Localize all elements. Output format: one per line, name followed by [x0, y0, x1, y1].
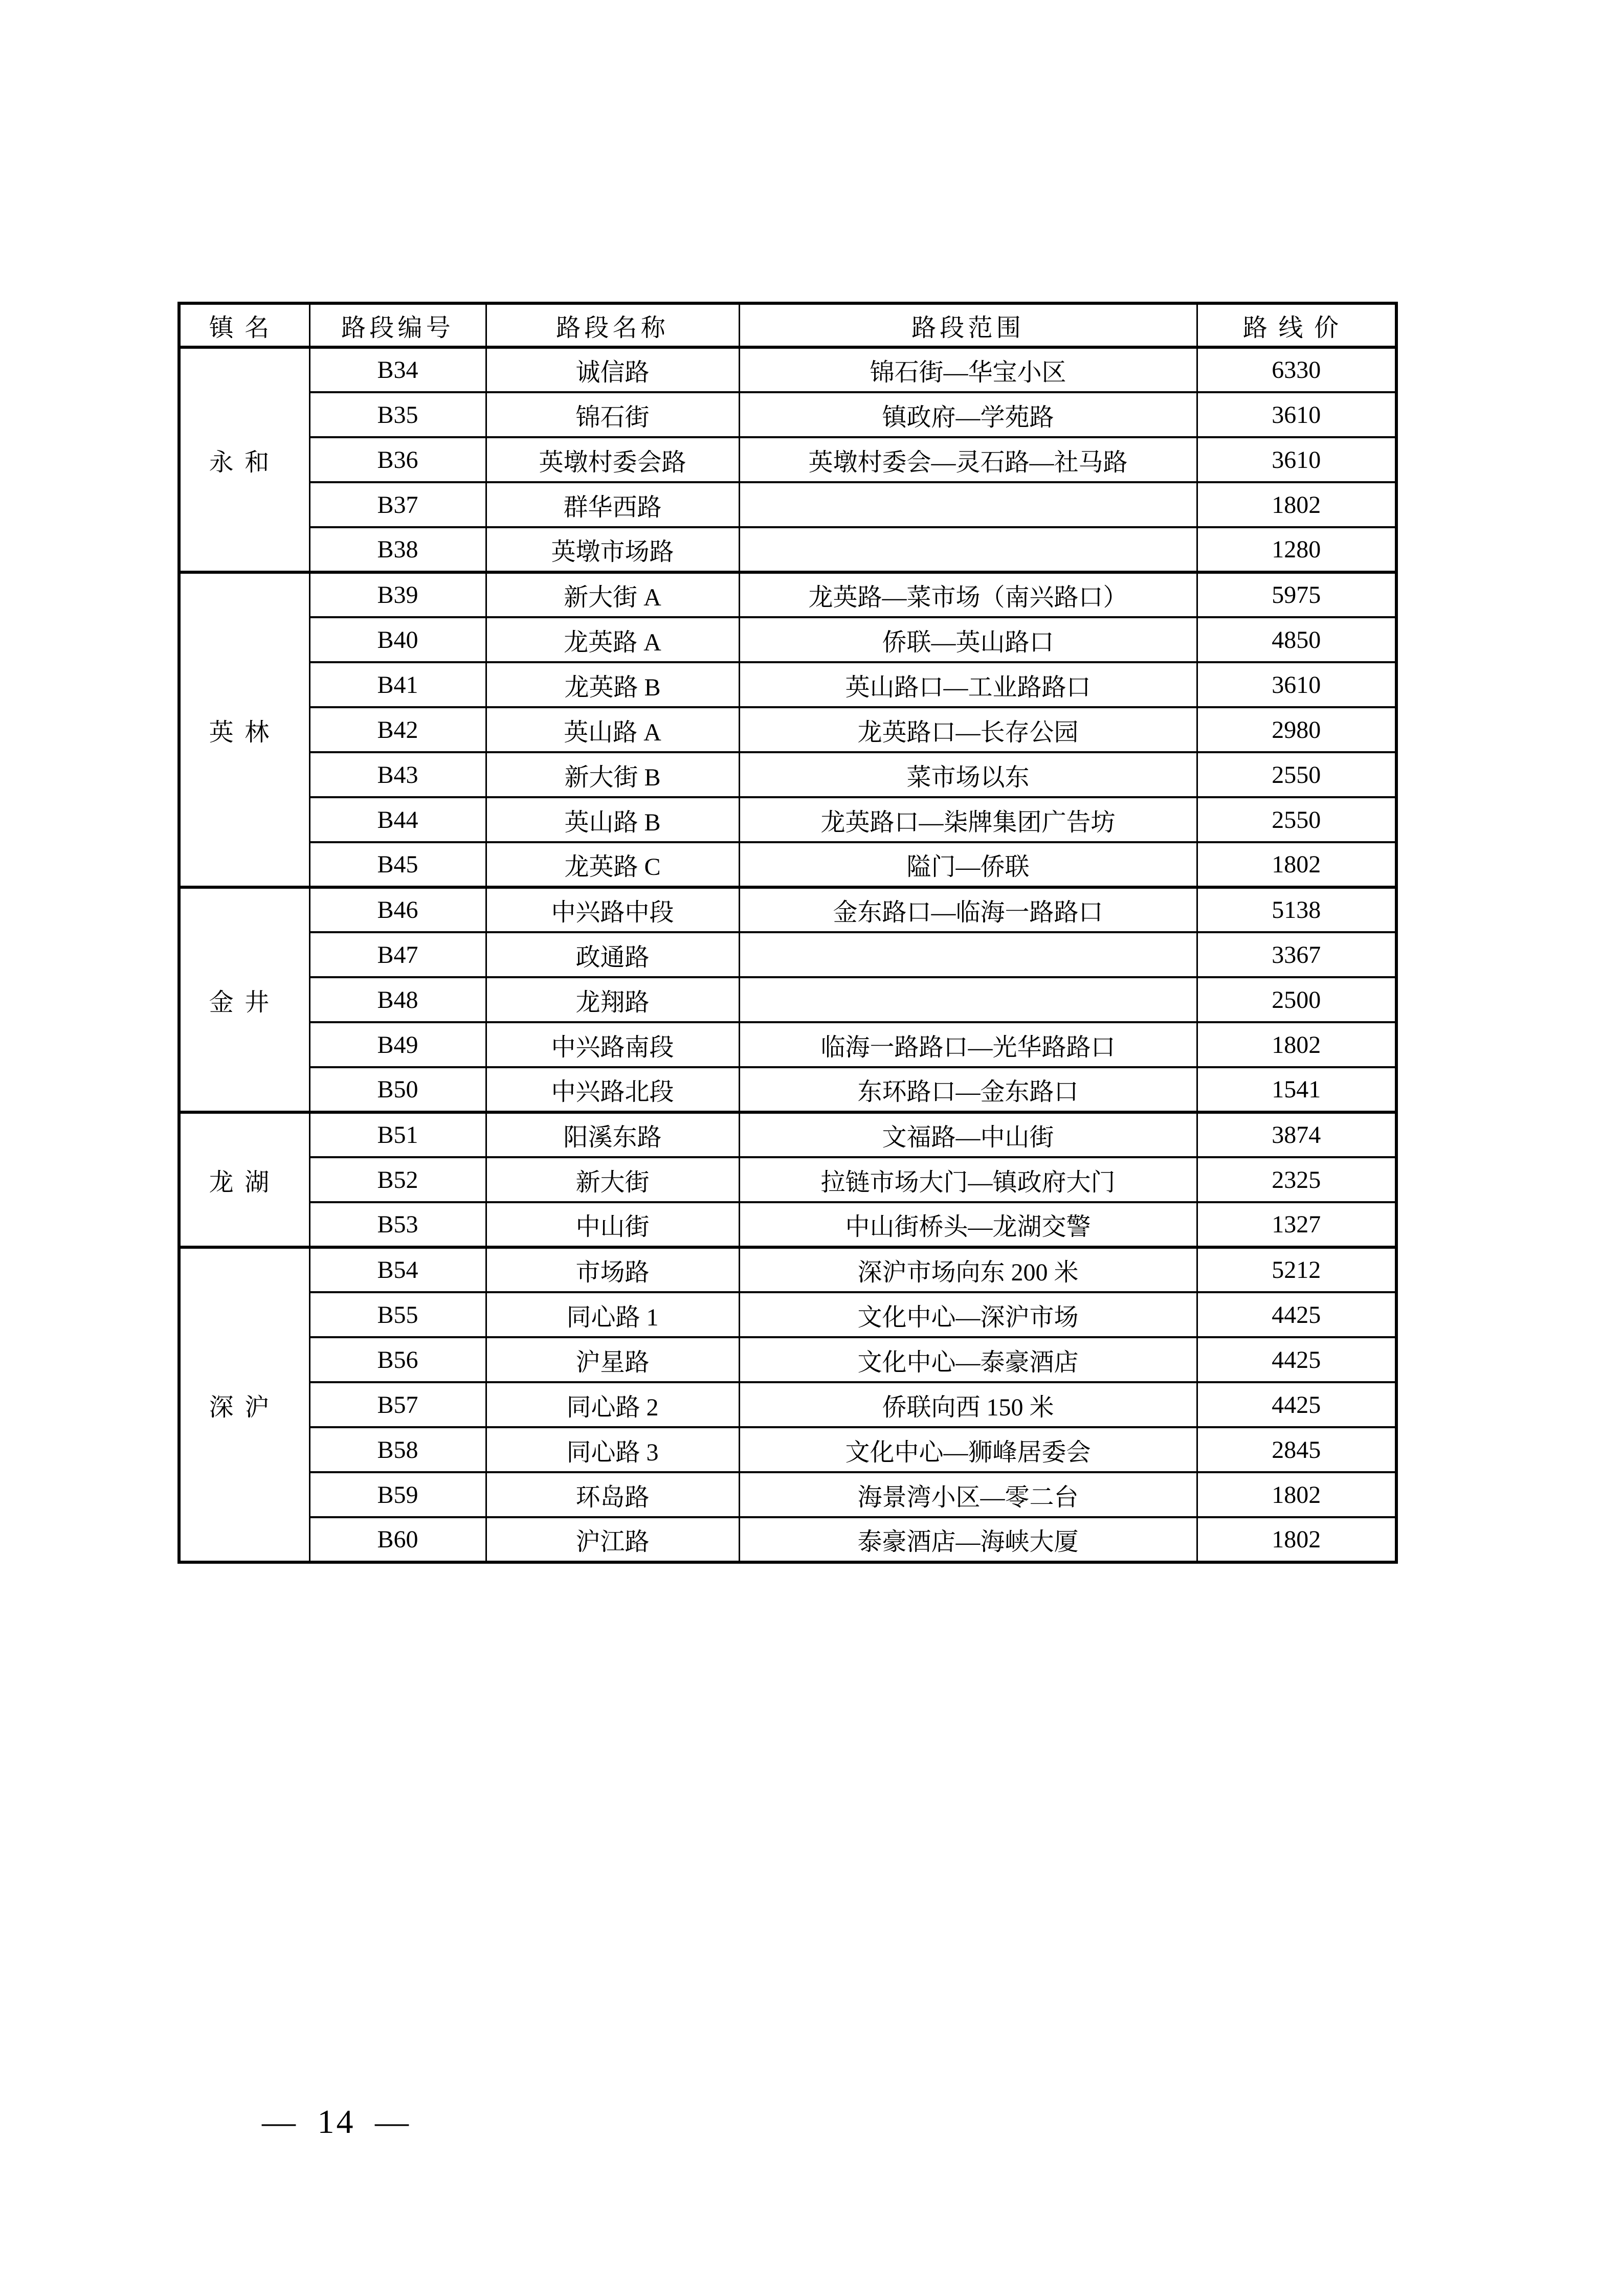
- segment-range-cell: 龙英路—菜市场（南兴路口）: [739, 572, 1197, 617]
- table-row: [179, 887, 1396, 932]
- table-row: [179, 437, 1396, 482]
- segment-name-cell: 同心路 1: [486, 1292, 739, 1337]
- header-town: 镇名: [179, 303, 309, 347]
- segment-price-cell: 5975: [1197, 572, 1396, 617]
- table-row: [179, 1472, 1396, 1517]
- segment-range-cell: 文化中心—狮峰居委会: [739, 1427, 1197, 1472]
- segment-range-cell: 文化中心—深沪市场: [739, 1292, 1197, 1337]
- segment-range-cell: 海景湾小区—零二台: [739, 1472, 1197, 1517]
- table-row: [179, 527, 1396, 572]
- segment-name-cell: 中山街: [486, 1202, 739, 1247]
- town-group-jinjing: [179, 887, 1396, 1112]
- segment-id-cell: B39: [309, 572, 486, 617]
- segment-name-cell: 沪星路: [486, 1337, 739, 1382]
- segment-name-cell: 中兴路北段: [486, 1067, 739, 1112]
- segment-price-cell: 3874: [1197, 1112, 1396, 1157]
- segment-price-cell: 3610: [1197, 662, 1396, 707]
- table-row: [179, 1022, 1396, 1067]
- segment-price-cell: 4425: [1197, 1337, 1396, 1382]
- segment-price-cell: 3610: [1197, 392, 1396, 437]
- segment-name-cell: 英墩村委会路: [486, 437, 739, 482]
- segment-range-cell: [739, 977, 1197, 1022]
- table-row: [179, 662, 1396, 707]
- segment-id-cell: B40: [309, 617, 486, 662]
- segment-name-cell: 锦石街: [486, 392, 739, 437]
- segment-id-cell: B60: [309, 1517, 486, 1562]
- segment-price-cell: 6330: [1197, 347, 1396, 392]
- segment-name-cell: 同心路 3: [486, 1427, 739, 1472]
- segment-price-cell: 5212: [1197, 1247, 1396, 1292]
- table-row: [179, 797, 1396, 842]
- segment-name-cell: 新大街 A: [486, 572, 739, 617]
- segment-range-cell: 金东路口—临海一路路口: [739, 887, 1197, 932]
- segment-name-cell: 沪江路: [486, 1517, 739, 1562]
- segment-range-cell: 中山街桥头—龙湖交警: [739, 1202, 1197, 1247]
- segment-id-cell: B58: [309, 1427, 486, 1472]
- segment-name-cell: 英山路 B: [486, 797, 739, 842]
- segment-id-cell: B44: [309, 797, 486, 842]
- town-group-shenhu: [179, 1247, 1396, 1562]
- segment-price-cell: 2845: [1197, 1427, 1396, 1472]
- segment-price-cell: 1280: [1197, 527, 1396, 572]
- table-row: [179, 392, 1396, 437]
- segment-range-cell: [739, 482, 1197, 527]
- town-group-longhu: [179, 1112, 1396, 1247]
- town-group-yinglin: [179, 572, 1396, 887]
- segment-price-cell: 1802: [1197, 1022, 1396, 1067]
- table-header: [179, 303, 1396, 347]
- segment-name-cell: 环岛路: [486, 1472, 739, 1517]
- segment-range-cell: 隘门—侨联: [739, 842, 1197, 887]
- segment-range-cell: 临海一路路口—光华路路口: [739, 1022, 1197, 1067]
- segment-price-cell: 4425: [1197, 1292, 1396, 1337]
- segment-range-cell: [739, 527, 1197, 572]
- table-row: [179, 1337, 1396, 1382]
- road-price-table-wrap: [177, 302, 1398, 1564]
- segment-id-cell: B38: [309, 527, 486, 572]
- segment-id-cell: B53: [309, 1202, 486, 1247]
- table-row: [179, 707, 1396, 752]
- table-row: [179, 482, 1396, 527]
- header-segment-range: 路段范围: [739, 303, 1197, 347]
- table-row: [179, 572, 1396, 617]
- table-row: [179, 1292, 1396, 1337]
- segment-name-cell: 诚信路: [486, 347, 739, 392]
- table-row: [179, 1517, 1396, 1562]
- segment-price-cell: 1327: [1197, 1202, 1396, 1247]
- segment-range-cell: 英山路口—工业路路口: [739, 662, 1197, 707]
- road-price-table: [177, 302, 1398, 1564]
- segment-name-cell: 群华西路: [486, 482, 739, 527]
- segment-name-cell: 英山路 A: [486, 707, 739, 752]
- page-number: — 14 —: [262, 2103, 411, 2141]
- segment-range-cell: 东环路口—金东路口: [739, 1067, 1197, 1112]
- header-row: [179, 303, 1396, 347]
- table-row: [179, 842, 1396, 887]
- segment-range-cell: 龙英路口—柒牌集团广告坊: [739, 797, 1197, 842]
- segment-range-cell: 泰豪酒店—海峡大厦: [739, 1517, 1197, 1562]
- segment-price-cell: 2325: [1197, 1157, 1396, 1202]
- segment-id-cell: B43: [309, 752, 486, 797]
- table-row: [179, 1247, 1396, 1292]
- table-row: [179, 1382, 1396, 1427]
- segment-id-cell: B46: [309, 887, 486, 932]
- table-row: [179, 347, 1396, 392]
- segment-range-cell: 菜市场以东: [739, 752, 1197, 797]
- segment-range-cell: 锦石街—华宝小区: [739, 347, 1197, 392]
- segment-id-cell: B47: [309, 932, 486, 977]
- segment-range-cell: 侨联向西 150 米: [739, 1382, 1197, 1427]
- table-row: [179, 1427, 1396, 1472]
- segment-name-cell: 新大街 B: [486, 752, 739, 797]
- town-cell: 永和: [179, 347, 309, 572]
- table-row: [179, 1112, 1396, 1157]
- segment-range-cell: 英墩村委会—灵石路—社马路: [739, 437, 1197, 482]
- segment-id-cell: B54: [309, 1247, 486, 1292]
- segment-name-cell: 龙翔路: [486, 977, 739, 1022]
- segment-name-cell: 新大街: [486, 1157, 739, 1202]
- segment-price-cell: 4425: [1197, 1382, 1396, 1427]
- segment-id-cell: B57: [309, 1382, 486, 1427]
- segment-id-cell: B37: [309, 482, 486, 527]
- segment-price-cell: 2500: [1197, 977, 1396, 1022]
- segment-price-cell: 1802: [1197, 1517, 1396, 1562]
- segment-name-cell: 龙英路 A: [486, 617, 739, 662]
- segment-price-cell: 1802: [1197, 842, 1396, 887]
- segment-id-cell: B52: [309, 1157, 486, 1202]
- segment-range-cell: 文福路—中山街: [739, 1112, 1197, 1157]
- segment-range-cell: 文化中心—泰豪酒店: [739, 1337, 1197, 1382]
- segment-id-cell: B42: [309, 707, 486, 752]
- table-row: [179, 932, 1396, 977]
- segment-range-cell: 龙英路口—长存公园: [739, 707, 1197, 752]
- header-segment-name: 路段名称: [486, 303, 739, 347]
- table-row: [179, 752, 1396, 797]
- segment-id-cell: B49: [309, 1022, 486, 1067]
- segment-price-cell: 2550: [1197, 752, 1396, 797]
- segment-range-cell: 侨联—英山路口: [739, 617, 1197, 662]
- segment-name-cell: 市场路: [486, 1247, 739, 1292]
- segment-id-cell: B50: [309, 1067, 486, 1112]
- segment-price-cell: 3367: [1197, 932, 1396, 977]
- segment-range-cell: [739, 932, 1197, 977]
- segment-name-cell: 中兴路中段: [486, 887, 739, 932]
- town-group-yonghe: [179, 347, 1396, 572]
- segment-range-cell: 镇政府—学苑路: [739, 392, 1197, 437]
- segment-name-cell: 同心路 2: [486, 1382, 739, 1427]
- segment-id-cell: B36: [309, 437, 486, 482]
- segment-name-cell: 英墩市场路: [486, 527, 739, 572]
- table-row: [179, 1202, 1396, 1247]
- table-row: [179, 1157, 1396, 1202]
- segment-id-cell: B34: [309, 347, 486, 392]
- segment-price-cell: 2980: [1197, 707, 1396, 752]
- segment-id-cell: B35: [309, 392, 486, 437]
- segment-id-cell: B55: [309, 1292, 486, 1337]
- segment-price-cell: 4850: [1197, 617, 1396, 662]
- segment-name-cell: 中兴路南段: [486, 1022, 739, 1067]
- header-segment-id: 路段编号: [309, 303, 486, 347]
- segment-id-cell: B56: [309, 1337, 486, 1382]
- table-row: [179, 617, 1396, 662]
- segment-name-cell: 政通路: [486, 932, 739, 977]
- segment-range-cell: 深沪市场向东 200 米: [739, 1247, 1197, 1292]
- segment-price-cell: 1802: [1197, 482, 1396, 527]
- header-price: 路线价: [1197, 303, 1396, 347]
- segment-price-cell: 5138: [1197, 887, 1396, 932]
- town-cell: 英林: [179, 572, 309, 887]
- segment-price-cell: 1802: [1197, 1472, 1396, 1517]
- segment-id-cell: B51: [309, 1112, 486, 1157]
- table-row: [179, 1067, 1396, 1112]
- segment-name-cell: 阳溪东路: [486, 1112, 739, 1157]
- town-cell: 龙湖: [179, 1112, 309, 1247]
- segment-id-cell: B45: [309, 842, 486, 887]
- segment-id-cell: B41: [309, 662, 486, 707]
- table-row: [179, 977, 1396, 1022]
- town-cell: 深沪: [179, 1247, 309, 1562]
- segment-id-cell: B59: [309, 1472, 486, 1517]
- segment-price-cell: 1541: [1197, 1067, 1396, 1112]
- segment-price-cell: 2550: [1197, 797, 1396, 842]
- segment-id-cell: B48: [309, 977, 486, 1022]
- town-cell: 金井: [179, 887, 309, 1112]
- segment-range-cell: 拉链市场大门—镇政府大门: [739, 1157, 1197, 1202]
- segment-price-cell: 3610: [1197, 437, 1396, 482]
- segment-name-cell: 龙英路 B: [486, 662, 739, 707]
- segment-name-cell: 龙英路 C: [486, 842, 739, 887]
